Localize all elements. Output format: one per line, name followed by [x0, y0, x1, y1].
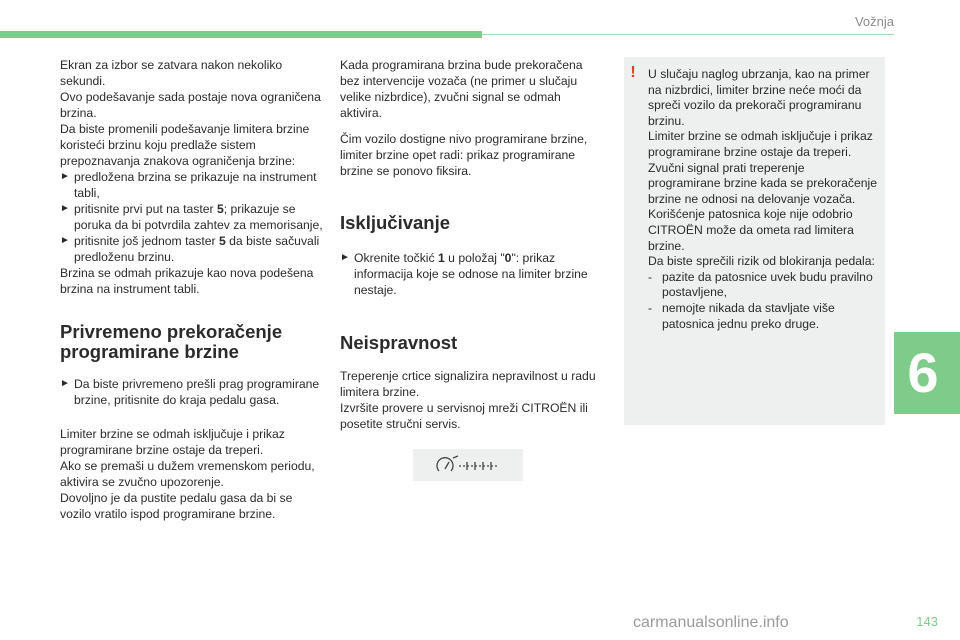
list-item-text: pritisnite još jednom taster 5 da biste sačuvali predloženu brzinu. [74, 234, 320, 264]
list-item [648, 301, 880, 332]
paragraph: Brzina se odmah prikazuje kao nova podešena brzina na instrument tabli. [60, 266, 314, 296]
paragraph: Izvršite provere u servisnoj mreži CITROËN ili posetite stručni servis. [340, 401, 588, 431]
dash-bullet: - [648, 300, 653, 315]
speed-limiter-icon [413, 449, 523, 481]
list-item [60, 201, 324, 233]
paragraph: Zvučni signal prati treperenje programirane brzine kada se prekoračenje brzine ne odnosi na delovanje vozača. [648, 160, 877, 206]
list-item-text: pazite da patosnice uvek budu pravilno postavljene, [662, 269, 873, 300]
paragraph: Dovoljno je da pustite pedalu gasa da bi se vozilo vratilo ispod programirane brzine. [60, 491, 293, 521]
warning-text [648, 67, 880, 332]
paragraph: Ekran za izbor se zatvara nakon nekoliko sekundi. [60, 58, 283, 88]
paragraph: Da biste sprečili rizik od blokiranja pedala: [648, 254, 875, 269]
section-title: Vožnja [854, 14, 894, 29]
header-divider [482, 34, 894, 35]
paragraph: Treperenje crtice signalizira nepravilnost u radu limitera brzine. [340, 369, 596, 399]
paragraph: Čim vozilo dostigne nivo programirane brzine, limiter brzine opet radi: prikaz programirane brzine se ponovo fiksira. [340, 132, 588, 178]
paragraph: Korišćenje patosnica koje nije odobrio CITROËN može da ometa rad limitera brzine. [648, 207, 854, 253]
section-heading: Privremeno prekoračenje programirane brzine [60, 321, 283, 362]
watermark: carmanualsonline.info [633, 614, 789, 631]
column-middle [340, 57, 600, 432]
arrow-bullet-icon: ► [60, 171, 70, 182]
list-item-text: Da biste privremeno prešli prag programirane brzine, pritisnite do kraja pedalu gasa. [74, 377, 320, 407]
paragraph: Ovo podešavanje sada postaje nova ograničena brzina. [60, 90, 321, 120]
chapter-number: 6 [907, 341, 939, 404]
section-heading: Neispravnost [340, 332, 458, 353]
warning-icon: ! [630, 64, 636, 81]
list-item-text: predložena brzina se prikazuje na instrument tabli, [74, 170, 317, 200]
arrow-bullet-icon: ► [60, 203, 70, 214]
list-item-text: pritisnite prvi put na taster 5; prikazuje se poruka da bi potvrdila zahtev za memorisanje, [74, 202, 323, 232]
arrow-bullet-icon: ► [60, 378, 70, 389]
arrow-bullet-icon: ► [340, 252, 350, 263]
paragraph: Limiter brzine se odmah isključuje i prikaz programirane brzine ostaje da treperi. [60, 427, 285, 457]
page-number: 143 [916, 614, 938, 629]
arrow-bullet-icon: ► [60, 235, 70, 246]
section-heading: Isključivanje [340, 212, 451, 233]
list-item [648, 270, 880, 301]
column-left [60, 57, 324, 522]
list-item [340, 250, 600, 298]
list-item [60, 376, 324, 408]
list-item [60, 233, 324, 265]
header-accent-bar [0, 31, 482, 38]
list-item-text: nemojte nikada da stavljate više patosnica jednu preko druge. [662, 300, 835, 331]
paragraph: U slučaju naglog ubrzanja, kao na primer na nizbrdici, limiter brzine neće moći da spreči vozilo da prekorači programiranu brzinu. [648, 67, 870, 128]
paragraph: Da biste promenili podešavanje limitera brzine koristeći brzinu koju predlaže sistem prepoznavanja znakova ograničenja brzine: [60, 122, 310, 168]
speed-limiter-symbol [413, 449, 523, 481]
list-item [60, 169, 324, 201]
dash-bullet: - [648, 269, 653, 284]
paragraph: Ako se premaši u dužem vremenskom periodu, aktivira se zvučno upozorenje. [60, 459, 315, 489]
paragraph: Kada programirana brzina bude prekoračena bez intervencije vozača (ne primer u slučaju velike nizbrdice), zvučni signal se odmah aktivira. [340, 58, 583, 120]
list-item-text: Okrenite točkić 1 u položaj "0": prikaz informacija koje se odnose na limiter brzine nestaje. [354, 251, 588, 297]
paragraph: Limiter brzine se odmah isključuje i prikaz programirane brzine ostaje da treperi. [648, 129, 873, 159]
